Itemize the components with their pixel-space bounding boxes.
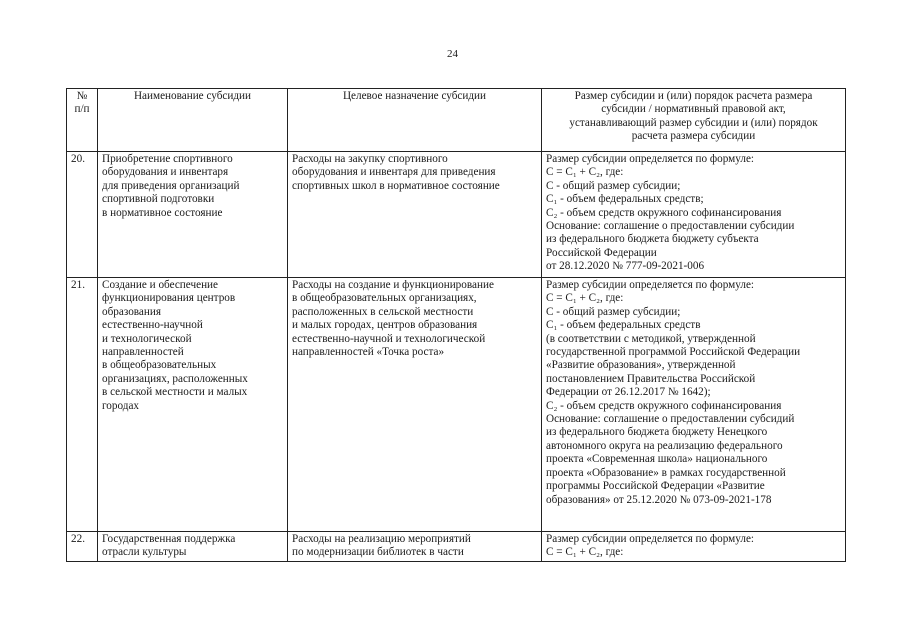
subsidy-purpose-cell bbox=[288, 152, 542, 278]
header-subsidy-purpose bbox=[288, 89, 542, 152]
text-line: п/п bbox=[74, 103, 90, 116]
text-line: организациях, расположенных bbox=[102, 372, 248, 385]
text-line: по модернизации библиотек в части bbox=[292, 546, 464, 559]
text-line: субсидии / нормативный правовой акт, bbox=[601, 103, 786, 116]
text-line: Основание: соглашение о предоставлении субсидий bbox=[546, 413, 795, 426]
text-line: Размер субсидии определяется по формуле: bbox=[546, 533, 755, 545]
text-line: государственной программой Российской Федерации bbox=[546, 346, 801, 359]
header-subsidy-size bbox=[542, 89, 846, 152]
text-line: Федерации от 26.12.2017 № 1642); bbox=[546, 386, 711, 399]
text-line: для приведения организаций bbox=[102, 179, 240, 192]
header-number bbox=[67, 89, 98, 152]
text-line: и технологической bbox=[102, 332, 192, 345]
text-line: Наименование субсидии bbox=[133, 90, 252, 102]
text-line: Российской Федерации bbox=[546, 246, 657, 259]
text-line: и малых городах, центров образования bbox=[292, 319, 478, 332]
text-line: С - общий размер субсидии; bbox=[546, 179, 681, 192]
text-line: С - общий размер субсидии; bbox=[546, 305, 681, 318]
text-line: (в соответствии с методикой, утвержденной bbox=[546, 332, 756, 345]
header-subsidy-name bbox=[98, 89, 288, 152]
text-line: в общеобразовательных организациях, bbox=[292, 292, 477, 305]
text-line: направленностей «Точка роста» bbox=[292, 346, 445, 359]
text-line: Основание: соглашение о предоставлении субсидии bbox=[546, 220, 795, 233]
subsidy-size-cell bbox=[542, 278, 846, 532]
text-line: С₁ - объем федеральных средств; bbox=[546, 193, 704, 206]
text-line: устанавливающий размер субсидии и (или) порядок bbox=[569, 116, 818, 129]
text-line: из федерального бюджета бюджету Ненецкого bbox=[546, 426, 768, 439]
text-line: Государственная поддержка bbox=[102, 533, 236, 545]
subsidy-name-cell bbox=[98, 152, 288, 278]
text-line: оборудования и инвентаря bbox=[102, 166, 229, 179]
text-line: естественно-научной и технологической bbox=[292, 332, 486, 345]
text-line: спортивной подготовки bbox=[102, 193, 215, 206]
text-line: от 28.12.2020 № 777-09-2021-006 bbox=[546, 260, 705, 273]
text-line: в сельской местности и малых bbox=[102, 386, 248, 399]
page-number: 24 bbox=[447, 48, 458, 60]
subsidy-purpose-cell bbox=[288, 532, 542, 562]
text-line: С₂ - объем средств окружного софинансирования bbox=[546, 206, 782, 219]
text-line: Размер субсидии определяется по формуле: bbox=[546, 279, 755, 291]
subsidy-name-cell bbox=[98, 278, 288, 532]
text-line: Целевое назначение субсидии bbox=[342, 90, 487, 102]
text-line: Размер субсидии определяется по формуле: bbox=[546, 153, 755, 165]
text-line: функционирования центров bbox=[102, 292, 236, 305]
text-line: образования» от 25.12.2020 № 073-09-2021-178 bbox=[546, 493, 772, 506]
table-row bbox=[67, 278, 846, 532]
text-line: автономного округа на реализацию федерального bbox=[546, 439, 783, 452]
text-line: Создание и обеспечение bbox=[102, 279, 219, 291]
text-line: в нормативное состояние bbox=[102, 206, 223, 219]
row-number: 20. bbox=[67, 152, 98, 278]
text-line: Расходы на создание и функционирование bbox=[292, 279, 494, 291]
text-line: «Развитие образования», утвержденной bbox=[546, 359, 736, 372]
text-line: Приобретение спортивного bbox=[102, 153, 233, 165]
text-line: постановлением Правительства Российской bbox=[546, 372, 756, 385]
text-line: С₁ - объем федеральных средств bbox=[546, 319, 701, 332]
text-line: оборудования и инвентаря для приведения bbox=[292, 166, 496, 179]
text-line: С₂ - объем средств окружного софинансирования bbox=[546, 399, 782, 412]
text-line: спортивных школ в нормативное состояние bbox=[292, 179, 500, 192]
text-line: Расходы на реализацию мероприятий bbox=[292, 533, 471, 545]
subsidy-size-cell bbox=[542, 532, 846, 562]
text-line: расчета размера субсидии bbox=[631, 130, 756, 143]
table-header-row bbox=[67, 89, 846, 152]
text-line: проекта «Образование» в рамках государственной bbox=[546, 466, 786, 479]
text-line: С = С₁ + С₂, где: bbox=[546, 546, 624, 559]
text-line: городах bbox=[102, 399, 140, 412]
text-line: Расходы на закупку спортивного bbox=[292, 153, 448, 165]
subsidy-name-cell bbox=[98, 532, 288, 562]
text-line: отрасли культуры bbox=[102, 546, 187, 559]
subsidy-purpose-cell bbox=[288, 278, 542, 532]
table-row bbox=[67, 532, 846, 562]
text-line: проекта «Современная школа» национального bbox=[546, 453, 768, 466]
text-line: направленностей bbox=[102, 346, 184, 359]
text-line: программы Российской Федерации «Развитие bbox=[546, 480, 765, 493]
text-line: в общеобразовательных bbox=[102, 359, 217, 372]
row-number: 22. bbox=[67, 532, 98, 562]
text-line: С = С₁ + С₂, где: bbox=[546, 166, 624, 179]
text-line: С = С₁ + С₂, где: bbox=[546, 292, 624, 305]
subsidies-table bbox=[66, 88, 846, 562]
text-line: № bbox=[76, 90, 88, 102]
text-line: Размер субсидии и (или) порядок расчета размера bbox=[574, 90, 813, 102]
text-line: из федерального бюджета бюджету субъекта bbox=[546, 233, 759, 246]
text-line: естественно-научной bbox=[102, 319, 203, 332]
subsidy-size-cell bbox=[542, 152, 846, 278]
text-line: расположенных в сельской местности bbox=[292, 305, 474, 318]
text-line: образования bbox=[102, 305, 162, 318]
row-number: 21. bbox=[67, 278, 98, 532]
table-row bbox=[67, 152, 846, 278]
